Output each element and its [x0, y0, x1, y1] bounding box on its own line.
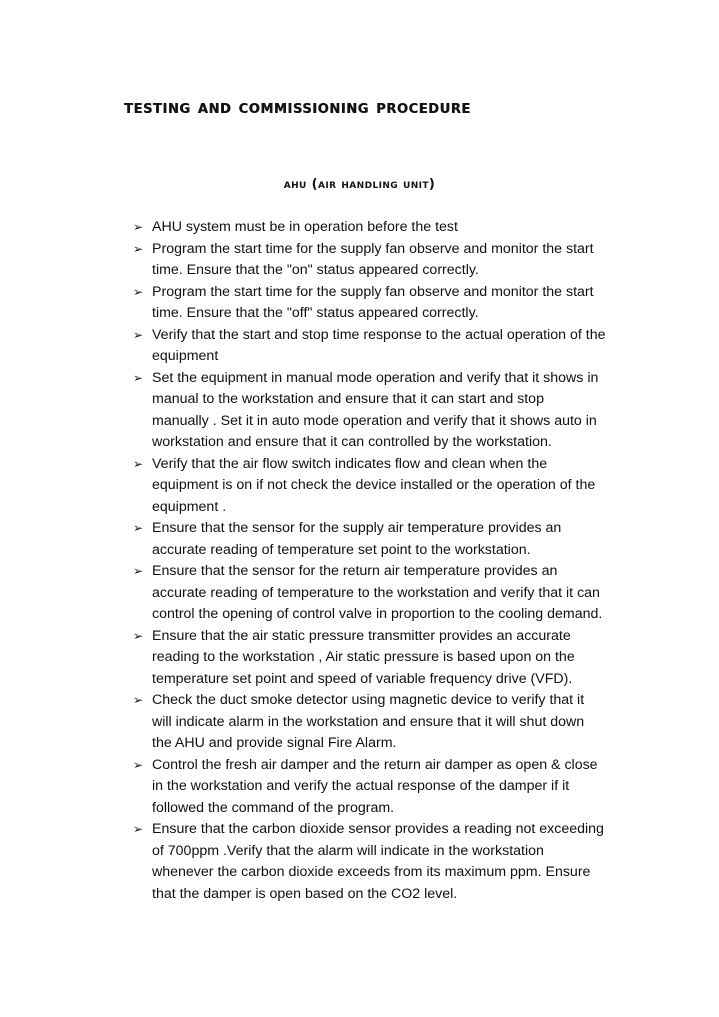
list-item-text-line: AHU system must be in operation before the test: [152, 219, 458, 235]
arrowhead-bullet-icon: ➢: [133, 521, 144, 535]
arrowhead-bullet-icon: ➢: [133, 241, 144, 256]
list-item-text-line: Set the equipment in manual mode operation and verify that it shows in: [152, 369, 599, 386]
list-item-text-line: equipment .: [152, 498, 227, 515]
list-item-text-line: workstation and ensure that it can controlled by the workstation.: [152, 434, 552, 450]
list-item: [0, 454, 622, 519]
arrowhead-bullet-icon: ➢: [133, 564, 144, 578]
list-item-text-line: accurate reading of temperature set point to the workstation.: [152, 541, 531, 558]
list-item-text-line: that the damper is open based on the CO2 level.: [152, 885, 458, 902]
arrowhead-bullet-icon: ➢: [133, 220, 144, 234]
list-item-text-line: accurate reading of temperature to the workstation and verify that it can: [152, 584, 600, 601]
section-subtitle: ahu (air handling unit): [283, 177, 436, 192]
list-item-text-line: time. Ensure that the "on" status appeared correctly.: [152, 262, 479, 278]
list-item: [0, 690, 622, 755]
arrowhead-bullet-icon: ➢: [133, 456, 144, 471]
list-item: [0, 561, 622, 626]
list-item-text-line: temperature set point and speed of variable frequency drive (VFD).: [152, 670, 573, 687]
list-item: [0, 217, 622, 239]
list-item: [0, 325, 622, 368]
list-item-text-line: Control the fresh air damper and the return air damper as open & close: [152, 756, 598, 773]
list-item: [0, 819, 622, 905]
list-item-text-line: Verify that the air flow switch indicates flow and clean when the: [152, 455, 548, 472]
list-item-text-line: followed the command of the program.: [152, 799, 395, 816]
list-item-text-line: Ensure that the sensor for the supply air temperature provides an: [152, 520, 562, 536]
list-item-text-line: reading to the workstation , Air static pressure is based upon on the: [152, 649, 575, 665]
list-item-text-line: equipment is on if not check the device installed or the operation of the: [152, 477, 596, 493]
list-item-text-line: manual to the workstation and ensure that it can start and stop: [152, 391, 544, 407]
list-item: [0, 755, 622, 820]
list-item-text-line: Program the start time for the supply fan observe and monitor the start: [152, 283, 594, 300]
arrowhead-bullet-icon: ➢: [133, 327, 144, 342]
list-item: [0, 368, 622, 454]
arrowhead-bullet-icon: ➢: [133, 693, 144, 707]
arrowhead-bullet-icon: ➢: [133, 822, 144, 836]
list-item-text-line: equipment: [152, 348, 219, 364]
list-item-text-line: of 700ppm .Verify that the alarm will indicate in the workstation: [152, 842, 544, 859]
list-item-text-line: Check the duct smoke detector using magnetic device to verify that it: [152, 692, 585, 708]
list-item-text-line: Ensure that the carbon dioxide sensor provides a reading not exceeding: [152, 821, 604, 837]
page-title: testing and commissioning procedure: [124, 96, 471, 118]
list-item: [0, 626, 622, 691]
list-item-text-line: in the workstation and verify the actual response of the damper if it: [152, 778, 570, 794]
list-item-text-line: manually . Set it in auto mode operation and verify that it shows auto in: [152, 412, 597, 429]
list-item-text-line: will indicate alarm in the workstation and ensure that it will shut down: [152, 713, 585, 730]
arrowhead-bullet-icon: ➢: [133, 284, 144, 299]
arrowhead-bullet-icon: ➢: [133, 370, 144, 385]
arrowhead-bullet-icon: ➢: [133, 628, 144, 643]
list-item-text-line: Program the start time for the supply fan observe and monitor the start: [152, 240, 594, 257]
list-item-text-line: Ensure that the air static pressure transmitter provides an accurate: [152, 627, 571, 644]
list-item-text-line: control the opening of control valve in proportion to the cooling demand.: [152, 606, 603, 622]
list-item: [0, 239, 622, 282]
procedure-list: [0, 217, 719, 905]
arrowhead-bullet-icon: ➢: [133, 757, 144, 772]
list-item-text-line: Verify that the start and stop time response to the actual operation of the: [152, 326, 606, 343]
list-item: [0, 282, 622, 325]
list-item-text-line: the AHU and provide signal Fire Alarm.: [152, 735, 397, 751]
list-item-text-line: Ensure that the sensor for the return air temperature provides an: [152, 563, 558, 579]
list-item-text-line: whenever the carbon dioxide exceeds from its maximum ppm. Ensure: [152, 864, 591, 880]
list-item: [0, 518, 622, 561]
list-item-text-line: time. Ensure that the "off" status appeared correctly.: [152, 305, 479, 321]
